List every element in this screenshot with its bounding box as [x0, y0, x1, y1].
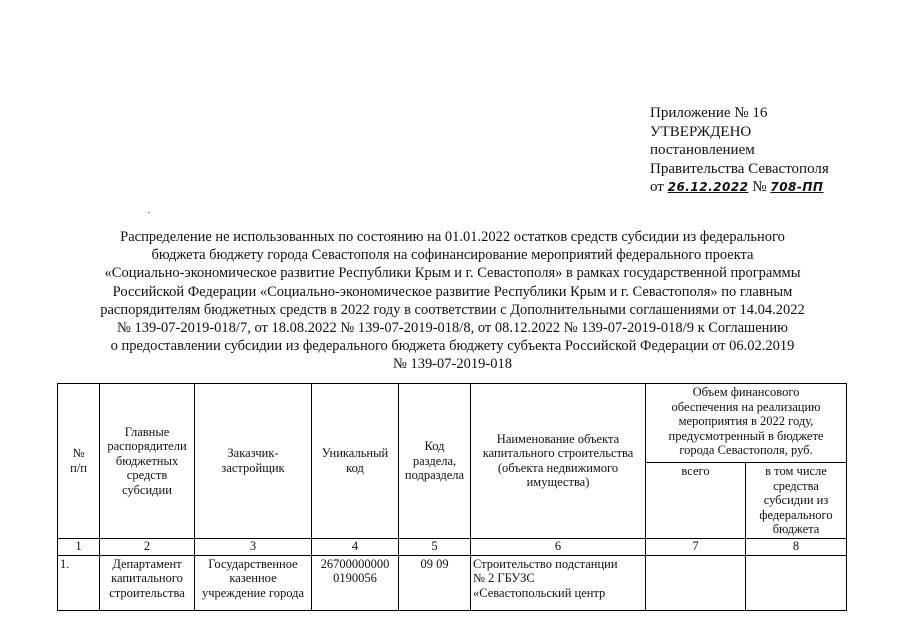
header-no: № п/п [58, 384, 100, 539]
header-financing: Объем финансового обеспечения на реализацию мероприятия в 2022 году, предусмотренный в бюджете города Севастополя, руб. [646, 384, 847, 463]
row-object-name: Строительство подстанции № 2 ГБУЗС «Севастопольский центр [471, 555, 646, 610]
column-number: 6 [471, 538, 646, 555]
date-prefix: от [650, 179, 664, 195]
row-manager: Департамент капитального строительства [100, 555, 195, 610]
column-number: 5 [399, 538, 471, 555]
approved-label: УТВЕРЖДЕНО [650, 123, 752, 140]
row-number: 1. [58, 555, 100, 610]
row-federal [746, 555, 847, 610]
approval-block [650, 104, 890, 197]
header-section-code: Код раздела, подраздела [399, 384, 471, 539]
header-total: всего [646, 463, 746, 539]
row-section-code: 09 09 [399, 555, 471, 610]
government-label: Правительства Севастополя [650, 160, 829, 177]
row-total [646, 555, 746, 610]
title-line: № 139-07-2019-018 [393, 356, 512, 373]
header-customer: Заказчик- застройщик [195, 384, 312, 539]
column-number: 4 [312, 538, 399, 555]
column-number: 8 [746, 538, 847, 555]
document-title [50, 228, 855, 374]
budget-table [57, 383, 847, 611]
appendix-number: Приложение № 16 [650, 105, 768, 121]
scan-speck [148, 212, 150, 213]
number-prefix: № [752, 179, 767, 195]
title-line: «Социально-экономическое развитие Республики Крым и г. Севастополя» в рамках государственной программы [104, 265, 801, 282]
header-federal: в том числе средства субсидии из федерального бюджета [746, 463, 847, 539]
column-number: 7 [646, 538, 746, 555]
column-number: 2 [100, 538, 195, 555]
title-line: № 139-07-2019-018/7, от 18.08.2022 № 139-07-2019-018/8, от 08.12.2022 № 139-07-2019-018/9 к Соглашению [116, 320, 788, 337]
header-managers: Главные распорядители бюджетных средств субсидии [100, 384, 195, 539]
handwritten-number: 708-ПП [770, 180, 824, 194]
resolution-label: постановлением [650, 142, 755, 158]
column-number: 1 [58, 538, 100, 555]
header-object-name: Наименование объекта капитального строительства (объекта недвижимого имущества) [471, 384, 646, 539]
row-unique-code: 26700000000 0190056 [312, 555, 399, 610]
title-line: распорядителям бюджетных средств в 2022 году в соответствии с Дополнительными соглашениями от 14.04.2022 [100, 301, 805, 318]
title-line: бюджета бюджету города Севастополя на софинансирование мероприятий федерального проекта [151, 247, 754, 264]
column-number: 3 [195, 538, 312, 555]
title-line: Российской Федерации «Социально-экономическое развитие Республики Крым и г. Севастополя» по главным [112, 283, 793, 300]
title-line: Распределение не использованных по состоянию на 01.01.2022 остатков средств субсидии из федерального [120, 229, 785, 245]
resolution-date-line [650, 178, 890, 197]
row-customer: Государственное казенное учреждение города [195, 555, 312, 610]
title-line: о предоставлении субсидии из федерального бюджета бюджету субъекта Российской Федерации от 06.02.2019 [110, 338, 795, 355]
handwritten-date: 26.12.2022 [667, 180, 749, 194]
table-row [58, 555, 847, 610]
header-unique-code: Уникальный код [312, 384, 399, 539]
